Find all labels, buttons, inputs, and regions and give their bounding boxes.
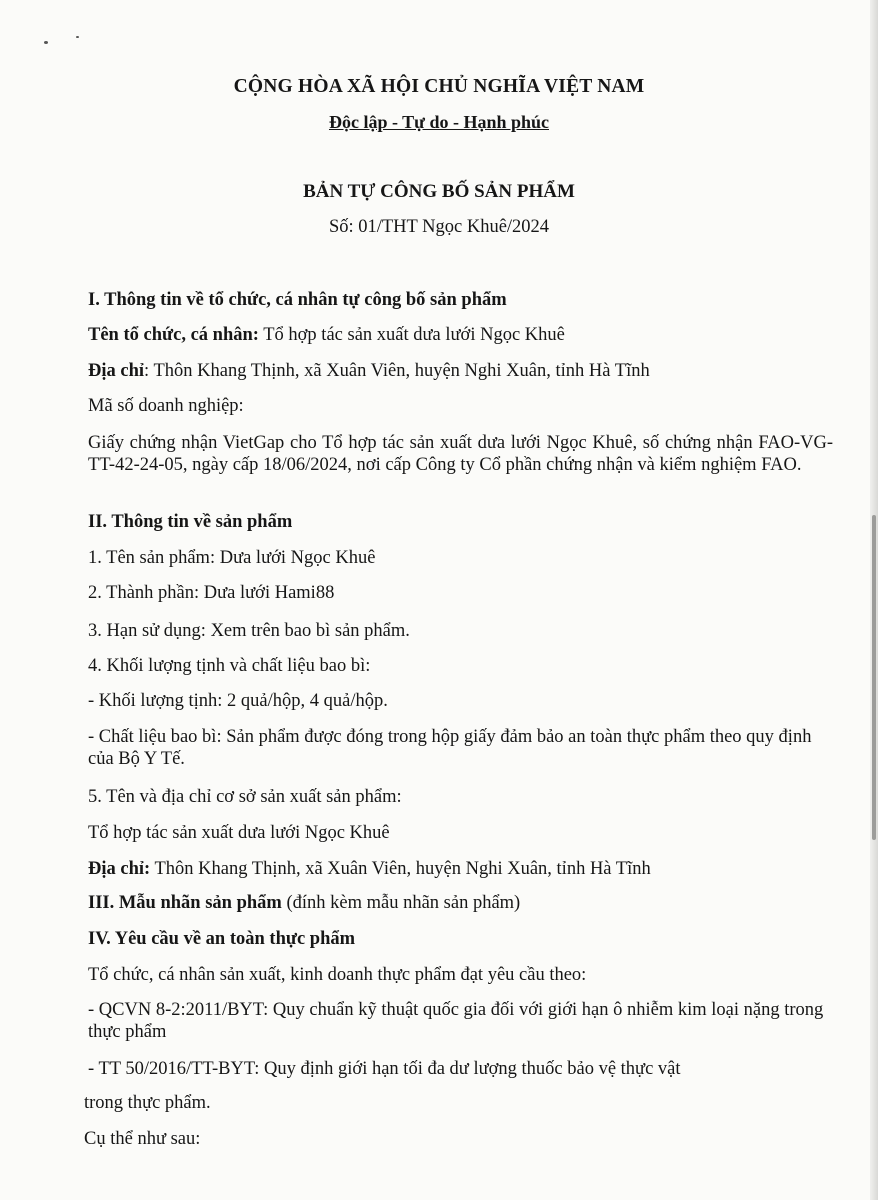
producer-address-line (88, 858, 833, 880)
specific-details-heading: Cụ thể như sau: (84, 1129, 201, 1149)
regulation-qcvn: - QCVN 8-2:2011/BYT: Quy chuẩn kỹ thuật quốc gia đối với giới hạn ô nhiễm kim loại nặng trong thực phẩm (88, 1000, 824, 1042)
food-safety-intro: Tổ chức, cá nhân sản xuất, kinh doanh thực phẩm đạt yêu cầu theo: (88, 965, 587, 985)
vietgap-certificate: Giấy chứng nhận VietGap cho Tổ hợp tác sản xuất dưa lưới Ngọc Khuê, số chứng nhận FAO-VG-TT-42-24-05, ngày cấp 18/06/2024, nơi cấp Công ty Cổ phần chứng nhận và kiểm nghiệm FAO. (88, 433, 833, 475)
tax-code-line: Mã số doanh nghiệp: (88, 396, 244, 416)
org-address-line (88, 360, 833, 382)
section2-heading: II. Thông tin về sản phẩm (88, 512, 293, 532)
org-name-line (88, 324, 833, 346)
document-title: BẢN TỰ CÔNG BỐ SẢN PHẨM (303, 181, 575, 202)
org-name-value: Tổ hợp tác sản xuất dưa lưới Ngọc Khuê (258, 325, 565, 345)
producer-address-value: Thôn Khang Thịnh, xã Xuân Viên, huyện Nghi Xuân, tỉnh Hà Tĩnh (150, 859, 651, 879)
producer-heading: 5. Tên và địa chỉ cơ sở sản xuất sản phẩm: (88, 787, 402, 807)
national-motto: Độc lập - Tự do - Hạnh phúc (328, 112, 550, 132)
section3-line (88, 892, 833, 914)
product-name: 1. Tên sản phẩm: Dưa lưới Ngọc Khuê (88, 548, 376, 568)
product-ingredients: 2. Thành phần: Dưa lưới Hami88 (88, 583, 335, 603)
scan-speck (76, 36, 79, 38)
producer-address-label: Địa chỉ: (88, 859, 151, 879)
scrollbar-thumb[interactable] (872, 515, 876, 840)
org-address-label: Địa chỉ (88, 361, 145, 381)
weight-packaging-heading: 4. Khối lượng tịnh và chất liệu bao bì: (88, 656, 371, 676)
regulation-tt50-line1: - TT 50/2016/TT-BYT: Quy định giới hạn tối đa dư lượng thuốc bảo vệ thực vật (88, 1059, 681, 1079)
national-title: CỘNG HÒA XÃ HỘI CHỦ NGHĨA VIỆT NAM (233, 76, 645, 97)
org-address-value: : Thôn Khang Thịnh, xã Xuân Viên, huyện Nghi Xuân, tỉnh Hà Tĩnh (144, 361, 650, 381)
document-number: Số: 01/THT Ngọc Khuê/2024 (328, 217, 550, 237)
net-weight: - Khối lượng tịnh: 2 quả/hộp, 4 quả/hộp. (88, 691, 388, 711)
org-name-label: Tên tổ chức, cá nhân: (88, 325, 259, 345)
section3-heading: III. Mẫu nhãn sản phẩm (88, 893, 282, 913)
scan-speck (44, 41, 48, 44)
regulation-tt50-line2: trong thực phẩm. (84, 1093, 211, 1113)
section4-heading: IV. Yêu cầu về an toàn thực phẩm (88, 929, 356, 949)
product-shelf-life: 3. Hạn sử dụng: Xem trên bao bì sản phẩm. (88, 621, 410, 641)
section1-heading: I. Thông tin về tổ chức, cá nhân tự công bố sản phẩm (88, 290, 507, 310)
producer-name: Tổ hợp tác sản xuất dưa lưới Ngọc Khuê (88, 823, 390, 843)
section3-note: (đính kèm mẫu nhãn sản phẩm) (281, 893, 521, 913)
packaging-material: - Chất liệu bao bì: Sản phẩm được đóng trong hộp giấy đảm bảo an toàn thực phẩm theo quy định của Bộ Y Tế. (88, 727, 812, 769)
